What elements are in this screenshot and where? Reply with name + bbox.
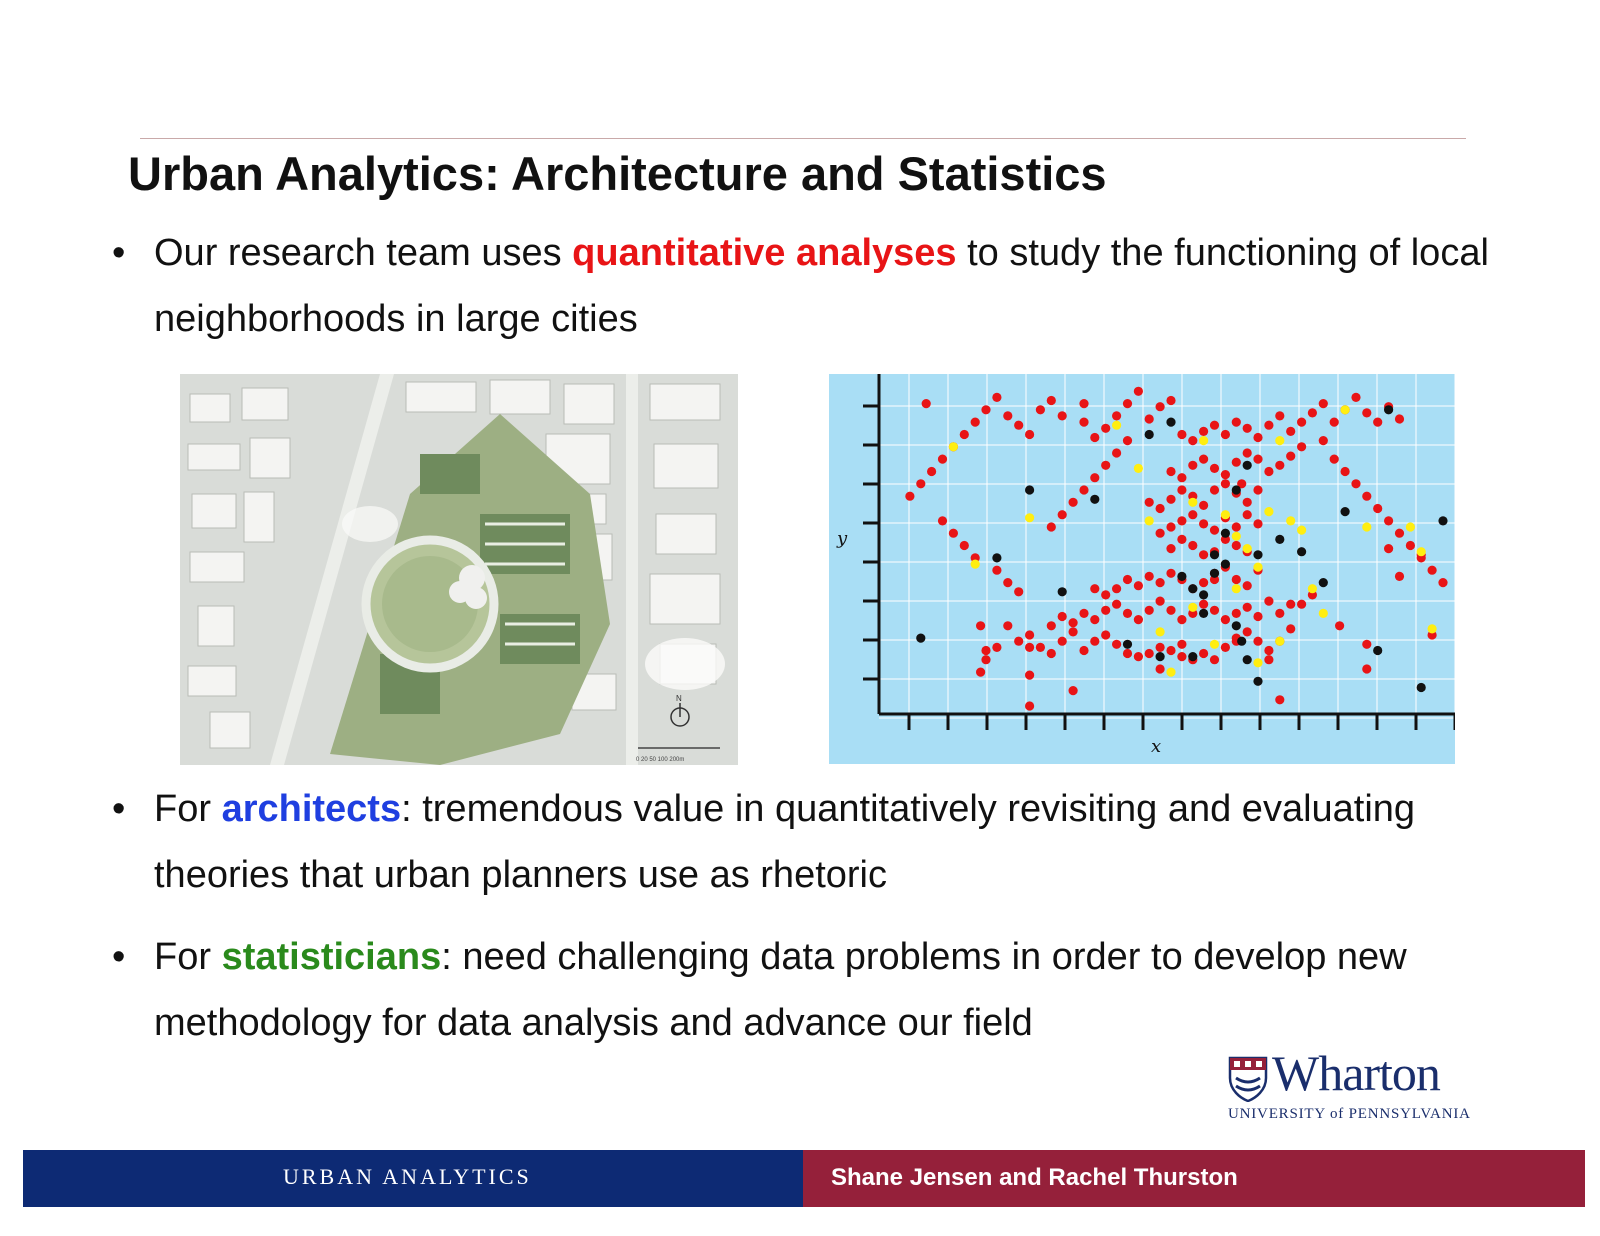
bullet-1-text: [154, 220, 1534, 352]
scatter-point: [1058, 587, 1067, 596]
scatter-point: [1373, 646, 1382, 655]
scatter-point: [1156, 597, 1165, 606]
bullet-1-highlight: quantitative analyses: [572, 232, 957, 274]
scatter-point: [1243, 498, 1252, 507]
scatter-point: [1221, 479, 1230, 488]
scatter-point: [1025, 430, 1034, 439]
scatter-point: [1101, 461, 1110, 470]
scatter-point: [1079, 418, 1088, 427]
scatter-point: [1101, 606, 1110, 615]
slide-title: Urban Analytics: Architecture and Statistics: [128, 147, 1107, 200]
scatter-point: [1232, 575, 1241, 584]
scatter-point: [1232, 485, 1241, 494]
scatter-point: [1101, 424, 1110, 433]
footer-right-band: [803, 1150, 1585, 1207]
scatter-point: [992, 553, 1001, 562]
bullet-3-suffix: : need challenging data problems in order to develop new methodology for data analysis and advance our field: [154, 936, 1407, 1044]
scatter-point: [1145, 572, 1154, 581]
scatter-point: [1319, 399, 1328, 408]
scatter-point: [1221, 430, 1230, 439]
scatter-point: [1275, 461, 1284, 470]
scatter-point: [1090, 584, 1099, 593]
footer-left-band: [23, 1150, 803, 1207]
scatter-point: [1003, 621, 1012, 630]
scatter-point: [1025, 513, 1034, 522]
scatter-point: [1177, 516, 1186, 525]
scatter-point: [1079, 646, 1088, 655]
scatter-point: [1330, 455, 1339, 464]
scatter-point: [1253, 612, 1262, 621]
scatter-point: [1014, 587, 1023, 596]
scatter-point: [1112, 600, 1121, 609]
scatter-point: [1286, 427, 1295, 436]
scatter-point: [1079, 485, 1088, 494]
scatter-point: [1156, 652, 1165, 661]
scatter-point: [1145, 498, 1154, 507]
scatter-point: [916, 479, 925, 488]
scatter-point: [1025, 671, 1034, 680]
scatter-point: [1232, 458, 1241, 467]
scatter-point: [1264, 646, 1273, 655]
scatter-point: [1079, 609, 1088, 618]
scatter-point: [1090, 433, 1099, 442]
scatter-point: [1123, 649, 1132, 658]
scatter-point: [1286, 600, 1295, 609]
scatter-point: [1134, 581, 1143, 590]
scatter-point: [1090, 495, 1099, 504]
scatter-point: [1221, 643, 1230, 652]
scatter-point: [1112, 411, 1121, 420]
scatter-point: [1134, 652, 1143, 661]
bullet-1-suffix: to study the functioning of local neighborhoods in large cities: [154, 232, 1489, 340]
scatter-point: [1395, 529, 1404, 538]
scatter-point: [1286, 452, 1295, 461]
scatter-point: [1243, 424, 1252, 433]
logo-wordmark: Wharton: [1272, 1045, 1440, 1101]
scatter-point: [1253, 455, 1262, 464]
scatter-point: [1221, 615, 1230, 624]
scatter-point: [976, 668, 985, 677]
bullet-3-highlight: statisticians: [221, 936, 442, 978]
scatter-point: [1058, 411, 1067, 420]
scatter-point: [1090, 615, 1099, 624]
wharton-logo: [1226, 1045, 1472, 1122]
scatter-point: [1362, 522, 1371, 531]
scatter-point: [1243, 510, 1252, 519]
scatter-point: [1199, 427, 1208, 436]
scatter-point: [1014, 421, 1023, 430]
scatter-point: [1351, 393, 1360, 402]
scatter-point: [1243, 461, 1252, 470]
scatter-point: [1123, 609, 1132, 618]
scatter-point: [1090, 637, 1099, 646]
scatter-point: [1428, 624, 1437, 633]
scatter-point: [1221, 560, 1230, 569]
scatter-point: [1275, 609, 1284, 618]
scatter-point: [1406, 522, 1415, 531]
scatter-point: [1177, 430, 1186, 439]
scatter-point: [1308, 408, 1317, 417]
scatter-point: [1428, 566, 1437, 575]
scatter-point: [1145, 606, 1154, 615]
footer-authors: Shane Jensen and Rachel Thurston: [831, 1164, 1238, 1191]
scatter-point: [1286, 624, 1295, 633]
scatter-point: [981, 655, 990, 664]
scatter-point: [1297, 547, 1306, 556]
bullet-2-text: [154, 776, 1534, 908]
scatter-point: [992, 643, 1001, 652]
scatter-point: [1351, 479, 1360, 488]
scatter-point: [1199, 649, 1208, 658]
scatter-point: [1123, 640, 1132, 649]
scatter-point: [1134, 615, 1143, 624]
scatter-point: [1232, 584, 1241, 593]
scatter-point: [1210, 464, 1219, 473]
scatter-point: [1101, 630, 1110, 639]
scatter-point: [1025, 643, 1034, 652]
scatter-point: [1003, 411, 1012, 420]
scatter-point: [1210, 655, 1219, 664]
scatter-point: [1058, 510, 1067, 519]
scatter-point: [1232, 541, 1241, 550]
scatter-point: [1341, 507, 1350, 516]
scatter-point: [949, 529, 958, 538]
scatter-point: [1166, 606, 1175, 615]
scatter-point: [1123, 399, 1132, 408]
scatter-point: [1221, 529, 1230, 538]
scatter-point: [992, 566, 1001, 575]
scatter-point: [1156, 643, 1165, 652]
scatter-point: [1047, 522, 1056, 531]
scatter-point: [1112, 584, 1121, 593]
north-label: N: [676, 694, 682, 703]
scatter-point: [1166, 668, 1175, 677]
scatter-point: [1335, 621, 1344, 630]
chart-background: [829, 374, 1455, 764]
scatter-point: [1177, 640, 1186, 649]
scatter-point: [971, 560, 980, 569]
scatter-point: [1297, 600, 1306, 609]
scatter-point: [1253, 519, 1262, 528]
scatter-point: [1319, 609, 1328, 618]
scatter-point: [1188, 541, 1197, 550]
scatter-point: [1166, 467, 1175, 476]
scatter-point: [992, 393, 1001, 402]
scatter-point: [1264, 655, 1273, 664]
bullet-2-prefix: For: [154, 788, 222, 830]
bullet-marker: •: [112, 936, 126, 978]
scatter-point: [1177, 535, 1186, 544]
scatter-point: [1156, 627, 1165, 636]
scatter-point: [1166, 569, 1175, 578]
scatter-point: [1145, 516, 1154, 525]
scatter-point: [981, 646, 990, 655]
scatter-point: [1243, 655, 1252, 664]
scatter-point: [1199, 600, 1208, 609]
scatter-point: [1177, 473, 1186, 482]
scatter-point: [1275, 637, 1284, 646]
scatter-point: [1330, 418, 1339, 427]
x-axis-label: x: [1151, 736, 1162, 757]
scatter-point: [1253, 485, 1262, 494]
scatter-point: [1253, 658, 1262, 667]
scatter-point: [1264, 507, 1273, 516]
scatter-point: [1199, 578, 1208, 587]
scale-label: 0 20 50 100 200m: [636, 757, 685, 763]
scatter-point: [1286, 516, 1295, 525]
scatter-point: [1384, 516, 1393, 525]
scatter-point: [1264, 421, 1273, 430]
scatter-point: [1373, 504, 1382, 513]
scatter-point: [1438, 578, 1447, 587]
scatter-point: [1395, 572, 1404, 581]
scatter-point: [1188, 510, 1197, 519]
scatter-point: [1319, 578, 1328, 587]
scatter-point: [1199, 436, 1208, 445]
scatter-point: [1275, 436, 1284, 445]
scatter-point: [1145, 649, 1154, 658]
scatter-point: [1036, 643, 1045, 652]
scatter-point: [1199, 590, 1208, 599]
scatter-point: [1232, 532, 1241, 541]
scatter-point: [1188, 652, 1197, 661]
scatter-point: [1221, 470, 1230, 479]
scatter-point: [1069, 627, 1078, 636]
scatter-point: [1188, 584, 1197, 593]
scatter-point: [1058, 637, 1067, 646]
scatter-point: [1384, 544, 1393, 553]
scatter-point: [1253, 677, 1262, 686]
scatter-point: [1297, 418, 1306, 427]
scatter-point: [971, 418, 980, 427]
y-axis-label: y: [837, 528, 848, 549]
scatter-point: [938, 516, 947, 525]
scatter-point: [1221, 510, 1230, 519]
scatter-point: [1145, 430, 1154, 439]
bullet-3-text: [154, 924, 1534, 1056]
bullet-2-highlight: architects: [221, 788, 402, 830]
scatter-point: [1112, 448, 1121, 457]
scatter-point: [1417, 683, 1426, 692]
scatter-point: [1210, 550, 1219, 559]
scatter-point: [1243, 581, 1252, 590]
scatter-point: [1232, 418, 1241, 427]
scatter-point: [1101, 590, 1110, 599]
scatter-point: [1308, 584, 1317, 593]
penn-shield-icon: [1228, 1056, 1268, 1102]
scatter-point: [1199, 609, 1208, 618]
scatter-point: [1134, 464, 1143, 473]
scatter-point: [1069, 498, 1078, 507]
scatter-point: [1373, 418, 1382, 427]
scatter-point: [1025, 485, 1034, 494]
scatter-point: [960, 541, 969, 550]
scatter-point: [1134, 387, 1143, 396]
scatter-point: [1003, 578, 1012, 587]
scatter-point: [1243, 448, 1252, 457]
scatter-point: [1025, 630, 1034, 639]
scatter-point: [1188, 603, 1197, 612]
scatter-point: [1123, 575, 1132, 584]
scatter-point: [1156, 529, 1165, 538]
scatter-point: [1232, 522, 1241, 531]
scatter-point: [1199, 501, 1208, 510]
scatter-point: [1025, 701, 1034, 710]
scatter-point: [1232, 621, 1241, 630]
scatter-point: [1166, 544, 1175, 553]
scatter-point: [1253, 433, 1262, 442]
scatter-point: [1177, 485, 1186, 494]
scatter-point: [1047, 396, 1056, 405]
scatter-point: [1210, 526, 1219, 535]
scatter-point: [1156, 402, 1165, 411]
title-rule: [140, 138, 1466, 139]
scatter-point: [976, 621, 985, 630]
logo-subtitle: UNIVERSITY of PENNSYLVANIA: [1228, 1106, 1471, 1122]
scatter-point: [1210, 606, 1219, 615]
scatter-point: [1156, 578, 1165, 587]
scatter-point: [1069, 618, 1078, 627]
bullet-3-prefix: For: [154, 936, 222, 978]
scatter-point: [1264, 597, 1273, 606]
footer-course-title: URBAN ANALYTICS: [283, 1164, 532, 1189]
scatter-point: [1417, 547, 1426, 556]
scatter-point: [1319, 436, 1328, 445]
scatter-point: [1156, 664, 1165, 673]
scatter-point: [1253, 563, 1262, 572]
scatter-point: [1384, 405, 1393, 414]
scatter-point: [1362, 640, 1371, 649]
scatter-point: [1145, 414, 1154, 423]
scatter-point: [1166, 396, 1175, 405]
scatter-point: [1297, 442, 1306, 451]
bullet-marker: •: [112, 232, 126, 274]
scatter-point: [1275, 695, 1284, 704]
scatter-point: [1166, 418, 1175, 427]
scatter-point: [1243, 544, 1252, 553]
scatter-point: [1069, 686, 1078, 695]
scatter-point: [1199, 550, 1208, 559]
scatter-point: [1237, 637, 1246, 646]
scatter-point: [1253, 550, 1262, 559]
scatter-point: [1177, 572, 1186, 581]
scatter-point: [1406, 541, 1415, 550]
scatter-point: [1047, 649, 1056, 658]
scatter-point: [1036, 405, 1045, 414]
scatter-point: [1123, 436, 1132, 445]
scatter-point: [938, 455, 947, 464]
scatter-point: [1090, 473, 1099, 482]
scatter-point: [1341, 467, 1350, 476]
scatter-chart: [829, 374, 1455, 764]
scatter-point: [1438, 516, 1447, 525]
scatter-point: [1188, 461, 1197, 470]
scatter-point: [1341, 405, 1350, 414]
scatter-point: [1112, 421, 1121, 430]
scatter-point: [1297, 526, 1306, 535]
scatter-point: [1188, 498, 1197, 507]
scatter-point: [1079, 399, 1088, 408]
scatter-point: [1199, 455, 1208, 464]
scatter-point: [981, 405, 990, 414]
scatter-point: [1210, 421, 1219, 430]
scatter-point: [1210, 569, 1219, 578]
scatter-point: [1047, 621, 1056, 630]
scatter-point: [905, 492, 914, 501]
scatter-point: [922, 399, 931, 408]
bullet-2-suffix: : tremendous value in quantitatively revisiting and evaluating theories that urban planners use as rhetoric: [154, 788, 1416, 896]
scatter-point: [1243, 603, 1252, 612]
scatter-point: [927, 467, 936, 476]
scatter-point: [1243, 627, 1252, 636]
scatter-point: [1014, 637, 1023, 646]
scatter-point: [1156, 504, 1165, 513]
scatter-point: [1166, 522, 1175, 531]
bullet-marker: •: [112, 788, 126, 830]
scatter-point: [1166, 495, 1175, 504]
scatter-point: [1210, 485, 1219, 494]
scatter-point: [1362, 408, 1371, 417]
scatter-point: [916, 634, 925, 643]
scatter-point: [1188, 436, 1197, 445]
scatter-point: [1058, 612, 1067, 621]
scatter-point: [1177, 615, 1186, 624]
scatter-point: [1362, 664, 1371, 673]
scatter-point: [1253, 637, 1262, 646]
scatter-point: [1210, 640, 1219, 649]
scatter-point: [1395, 414, 1404, 423]
scatter-point: [1177, 652, 1186, 661]
scatter-point: [1166, 646, 1175, 655]
scatter-point: [1275, 411, 1284, 420]
scatter-point: [1112, 640, 1121, 649]
scatter-point: [960, 430, 969, 439]
scatter-point: [1232, 609, 1241, 618]
scatter-point: [1275, 535, 1284, 544]
aerial-site-plan-image: [180, 374, 738, 765]
scatter-point: [1199, 519, 1208, 528]
scatter-point: [949, 442, 958, 451]
scatter-point: [1362, 492, 1371, 501]
bullet-1-prefix: Our research team uses: [154, 232, 573, 274]
scatter-point: [1264, 467, 1273, 476]
